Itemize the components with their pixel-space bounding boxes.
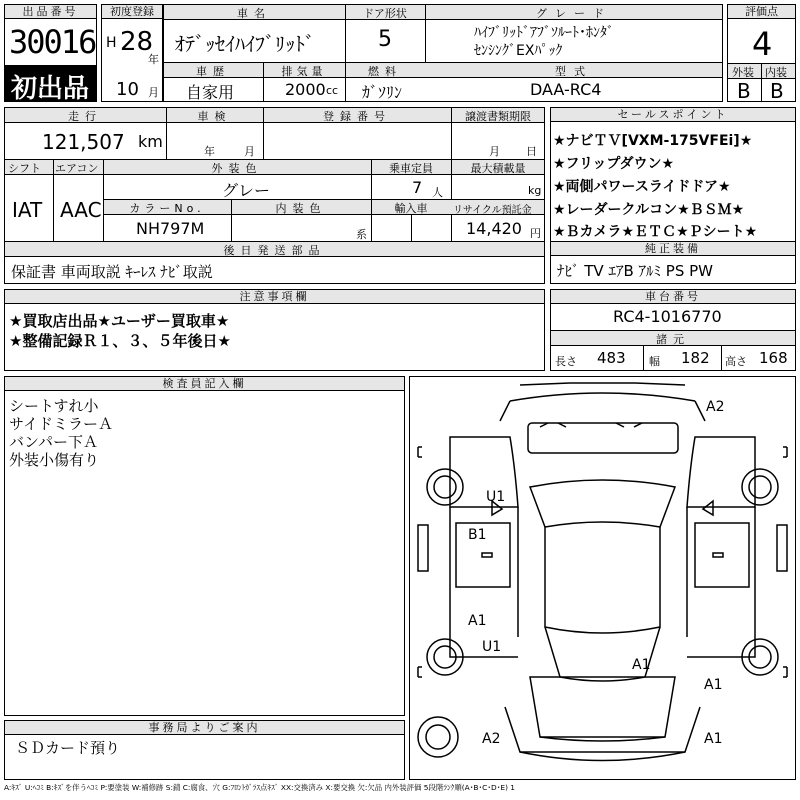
lot-number-box [4, 4, 97, 102]
interior-color-unit: 系 [356, 228, 367, 241]
fuel-label: 燃料 [368, 65, 402, 78]
mark-a2-bottom: A2 [482, 731, 501, 747]
first-registration-label: 初度登録 [102, 5, 162, 19]
first-registration-month: 10 [116, 79, 139, 100]
color-label: 外装色 [211, 162, 263, 175]
inspector-line-3: バンパー下Ａ [9, 433, 98, 451]
mark-b1: B1 [468, 527, 487, 543]
lot-number-label: 出品番号 [5, 5, 96, 19]
sales-point-5: ★Ｂカメラ★ＥＴＣ★Ｐシート★ [553, 224, 758, 240]
max-load-unit: kg [528, 184, 542, 197]
grade-label: グレード [536, 7, 612, 20]
model-label: 型式 [555, 65, 593, 78]
door-label: ドア形状 [363, 7, 407, 20]
damage-diagram [409, 376, 796, 780]
max-load-label: 最大積載量 [470, 162, 526, 175]
model-value: DAA-RC4 [530, 80, 602, 99]
color-no-label: カラーNo. [129, 202, 205, 215]
capacity-label: 乗車定員 [389, 162, 433, 175]
mark-a1-bottom: A1 [704, 731, 723, 747]
doc-due-day-unit: 日 [526, 145, 537, 158]
inspector-label: 検査員記入欄 [5, 377, 404, 391]
inspector-line-2: サイドミラーＡ [9, 415, 113, 433]
mark-a1-center: A1 [632, 657, 651, 673]
color-no-value: NH797M [136, 219, 205, 238]
displacement-value: 2000 [285, 80, 326, 99]
inspector-box [4, 376, 405, 716]
sales-points-label: セールスポイント [551, 108, 795, 122]
note-line-2: ★整備記録Ｒ１、３、５年後日★ [9, 332, 231, 350]
mileage-value: 121,507 [42, 130, 125, 154]
interior-label: 内装 [765, 66, 787, 79]
inspector-line-1: シートすれ小 [9, 397, 99, 415]
equipment-value: ﾅﾋﾞ TV ｴｱB ｱﾙﾐ PS PW [557, 262, 713, 280]
sales-points-box [550, 107, 796, 242]
inspection-year-unit: 年 [204, 145, 215, 158]
later-parts-box [4, 256, 545, 284]
legend: A:ｷｽﾞ U:ﾍｺﾐ B:ｷｽﾞを伴うﾍｺﾐ P:要塗装 W:補修跡 S:錆 C:腐食、穴 G:ﾌﾛﾝﾄｶﾞﾗｽ点ｷｽﾞ XX:交換済み X:要交換 欠:欠品 内外装評価 5段階ﾗﾝｸ順(A･B･C･D･E) 1 [4, 783, 516, 792]
displacement-unit: cc [326, 84, 339, 97]
exterior-label: 外装 [732, 66, 754, 79]
notes-label: 注意事項欄 [5, 290, 544, 304]
mark-a1-left: A1 [468, 613, 487, 629]
capacity-value: 7 [412, 178, 423, 197]
lot-number: 30016 [9, 23, 96, 61]
import-label: 輸入車 [394, 202, 428, 215]
notes-box [4, 289, 545, 371]
month-unit: 月 [148, 86, 159, 99]
score-label: 評価点 [728, 5, 795, 19]
sales-point-2: ★フリップダウン★ [553, 156, 675, 172]
grade-line2: ｾﾝｼﾝｸﾞEXﾊﾟｯｸ [474, 43, 563, 59]
length-value: 483 [597, 349, 626, 367]
shift-label: シフト [8, 162, 41, 175]
mark-u1-a: U1 [486, 489, 506, 505]
equipment-box [550, 241, 796, 284]
height-value: 168 [759, 349, 788, 367]
reg-no-label: 登録番号 [323, 110, 391, 123]
inspector-line-4: 外装小傷有り [9, 451, 100, 469]
later-parts-value: 保証書 車両取説 ｷｰﾚｽ ﾅﾋﾞ取説 [11, 263, 213, 281]
mileage-unit: km [138, 132, 163, 151]
car-name: ｵﾃﾞｯｾｲﾊｲﾌﾞﾘｯﾄﾞ [175, 32, 315, 56]
width-value: 182 [681, 349, 710, 367]
first-registration-era: H [106, 35, 117, 51]
shift-value: IAT [12, 198, 43, 222]
inspection-month-unit: 月 [244, 145, 255, 158]
inspection-label: 車検 [197, 110, 232, 123]
exterior-score: B [737, 79, 751, 103]
history-label: 車歴 [196, 65, 230, 78]
height-label: 高さ [725, 355, 747, 368]
interior-color-label: 内装色 [275, 202, 327, 215]
mark-u1-b: U1 [482, 639, 502, 655]
car-name-label: 車名 [237, 7, 271, 20]
history-value: 自家用 [186, 83, 235, 102]
office-value: ＳＤカード預り [15, 739, 121, 757]
note-line-1: ★買取店出品★ユーザー買取車★ [9, 312, 230, 330]
office-label: 事務局よりご案内 [5, 721, 404, 735]
aircon-label: エアコン [55, 162, 99, 175]
score-value: 4 [752, 25, 773, 63]
recycle-unit: 円 [530, 227, 541, 240]
fuel-value: ｶﾞｿﾘﾝ [362, 83, 403, 102]
recycle-label: リサイクル預託金 [453, 205, 532, 216]
aircon-value: AAC [60, 198, 102, 222]
first-registration-year: 28 [120, 27, 154, 57]
equipment-label: 純正装備 [551, 242, 795, 256]
later-parts-label: 後日発送部品 [223, 244, 326, 257]
capacity-unit: 人 [432, 186, 443, 199]
first-listing-badge [5, 65, 96, 104]
office-box [4, 720, 405, 780]
doc-due-month-unit: 月 [489, 145, 500, 158]
score-box [727, 4, 796, 102]
sales-point-3: ★両側パワースライドドア★ [553, 179, 731, 195]
mileage-label: 走行 [68, 110, 102, 123]
grade-line1: ﾊｲﾌﾞﾘｯﾄﾞｱﾌﾞｿﾙｰﾄ･ﾎﾝﾀﾞ [474, 25, 614, 41]
length-label: 長さ [555, 355, 577, 368]
chassis-box [550, 289, 796, 371]
sales-point-4: ★レーダークルコン★ＢＳＭ★ [553, 202, 745, 218]
mark-a1-right: A1 [704, 677, 723, 693]
first-listing-badge-text: 初出品 [11, 74, 90, 104]
interior-score: B [770, 79, 784, 103]
dims-label: 諸元 [656, 333, 690, 346]
chassis-value: RC4-1016770 [613, 307, 722, 326]
car-outline [410, 377, 795, 779]
year-unit: 年 [148, 53, 159, 66]
width-label: 幅 [649, 355, 660, 368]
doc-due-label: 譲渡書類期限 [465, 110, 531, 123]
mark-a2-top: A2 [706, 399, 725, 415]
color-value: グレー [222, 181, 271, 200]
chassis-label: 車台番号 [551, 290, 795, 304]
first-registration-box [101, 4, 163, 102]
displacement-label: 排気量 [281, 65, 327, 78]
sales-point-1: ★ナビＴＶ[VXM-175VFEi]★ [553, 133, 753, 149]
door-value: 5 [378, 27, 392, 52]
recycle-value: 14,420 [466, 219, 522, 238]
